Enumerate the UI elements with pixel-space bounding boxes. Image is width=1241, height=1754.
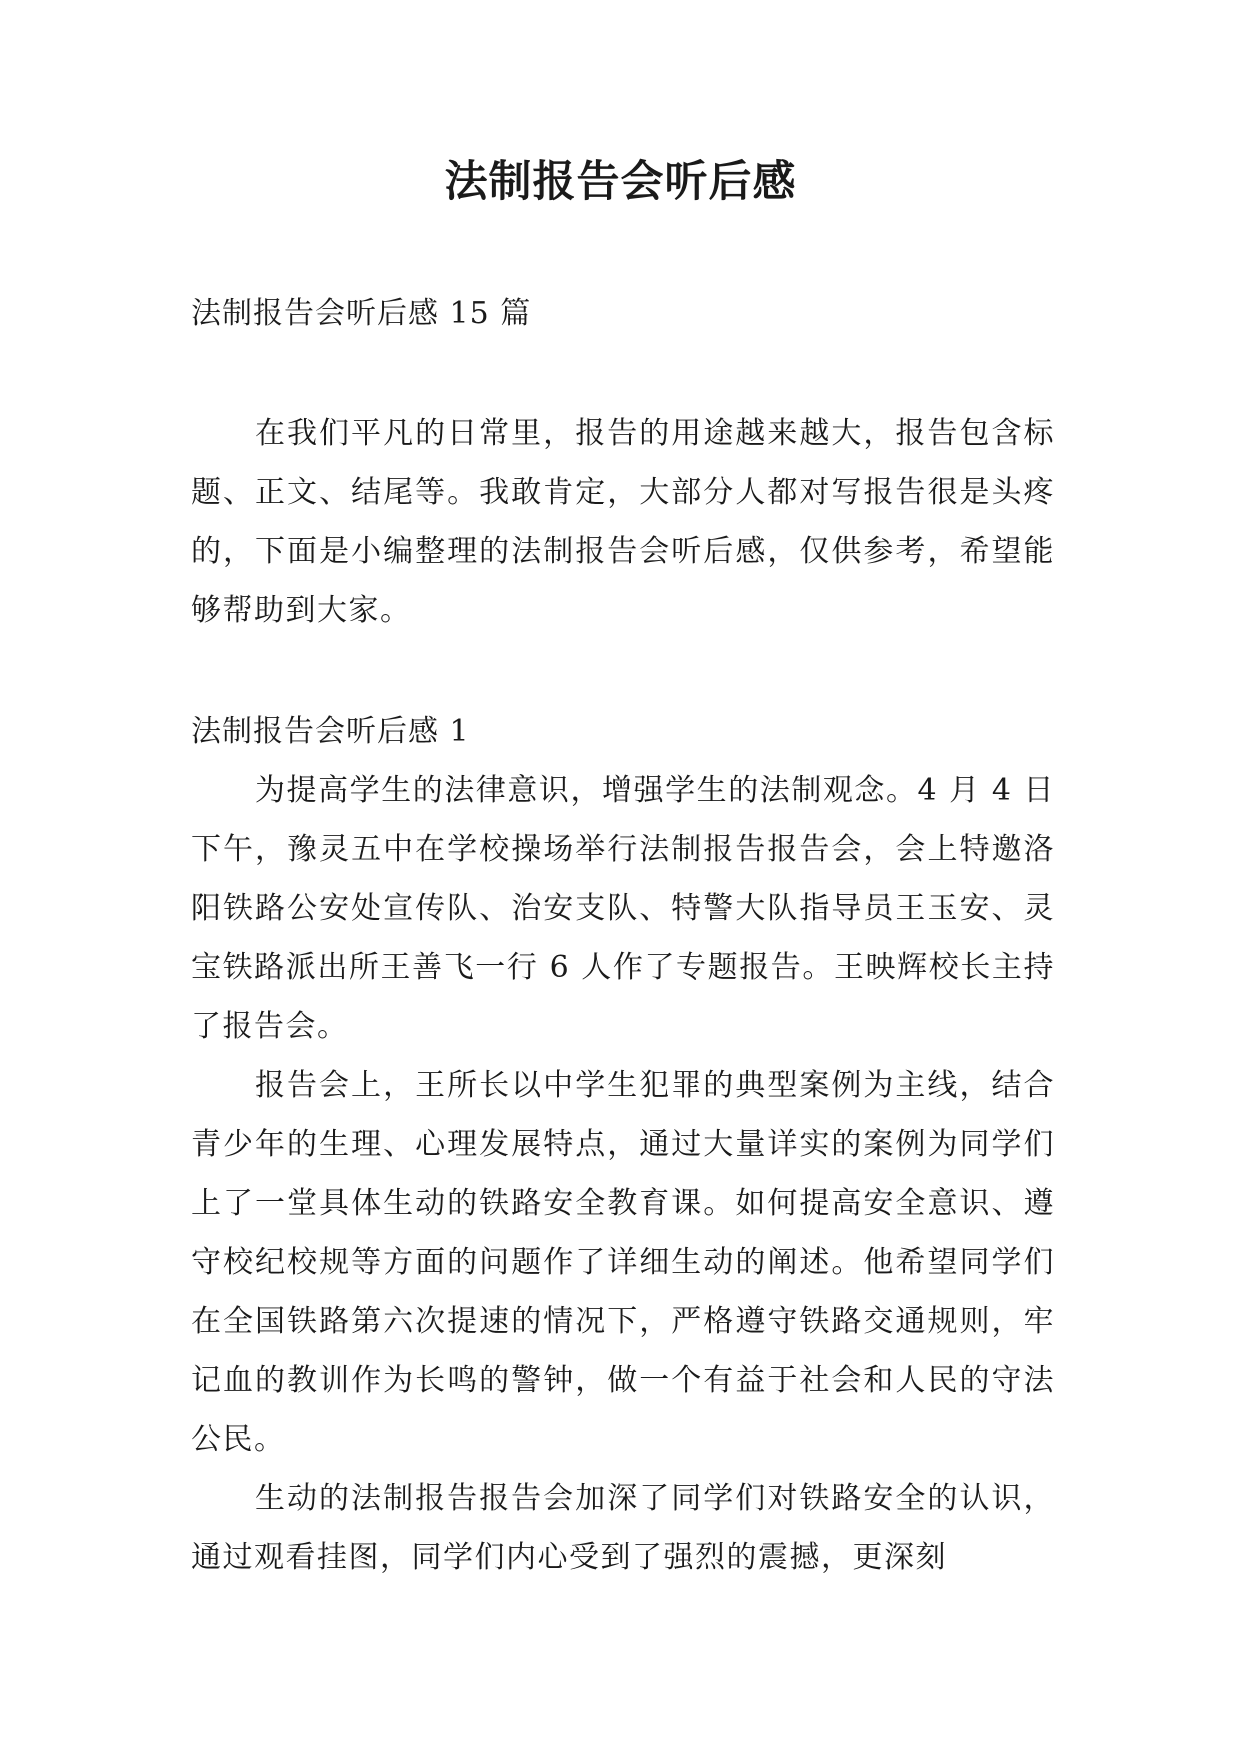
document-body <box>191 404 1055 1587</box>
document-title: 法制报告会听后感 <box>444 157 797 207</box>
intro-paragraph: 在我们平凡的日常里，报告的用途越来越大，报告包含标题、正文、结尾等。我敢肯定，大部分人都对写报告很是头疼的，下面是小编整理的法制报告会听后感，仅供参考，希望能够帮助到大家。 <box>191 416 1055 628</box>
document-subtitle: 法制报告会听后感 15 篇 <box>191 296 532 331</box>
body-paragraph: 生动的法制报告报告会加深了同学们对铁路安全的认识，通过观看挂图，同学们内心受到了强烈的震撼，更深刻 <box>191 1481 1055 1575</box>
body-paragraph: 报告会上，王所长以中学生犯罪的典型案例为主线，结合青少年的生理、心理发展特点，通过大量详实的案例为同学们上了一堂具体生动的铁路安全教育课。如何提高安全意识、遵守校纪校规等方面的问题作了详细生动的阐述。他希望同学们在全国铁路第六次提速的情况下，严格遵守铁路交通规则，牢记血的教训作为长鸣的警钟，做一个有益于社会和人民的守法公民。 <box>191 1068 1055 1457</box>
section-heading: 法制报告会听后感 1 <box>191 714 470 749</box>
body-paragraph: 为提高学生的法律意识，增强学生的法制观念。4 月 4 日下午，豫灵五中在学校操场举行法制报告报告会，会上特邀洛阳铁路公安处宣传队、治安支队、特警大队指导员王玉安、灵宝铁路派出所王善飞一行 6 人作了专题报告。王映辉校长主持了报告会。 <box>191 773 1055 1044</box>
